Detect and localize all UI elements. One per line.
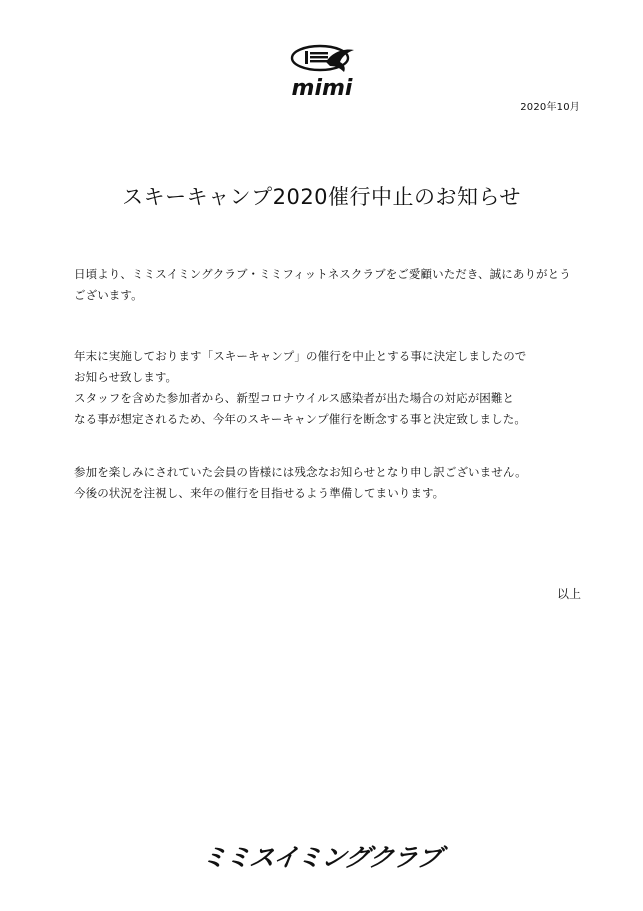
apology-paragraph bbox=[74, 462, 574, 504]
paragraph-line: お知らせ致します。 bbox=[74, 370, 178, 384]
announcement-paragraph bbox=[74, 346, 574, 430]
paragraph-line: スタッフを含めた参加者から、新型コロナウイルス感染者が出た場合の対応が困難と bbox=[74, 391, 515, 405]
paragraph-line: 今後の状況を注視し、来年の催行を目指せるよう準備してまいります。 bbox=[74, 486, 445, 500]
paragraph-line: 日頃より、ミミスイミングクラブ・ミミフィットネスクラブをご愛顧いただき、誠にありがとう bbox=[74, 267, 571, 281]
mimi-dolphin-logo-icon bbox=[282, 42, 362, 100]
issue-date: 2020年10月 bbox=[520, 102, 580, 113]
paragraph-line: なる事が想定されるため、今年のスキーキャンプ催行を断念する事と決定致しました。 bbox=[74, 412, 526, 426]
closing-text: 以上 bbox=[556, 587, 581, 601]
mimi-logo bbox=[282, 42, 362, 100]
footer-logo: ミミスイミングクラブ bbox=[199, 843, 443, 872]
paragraph-line: 参加を楽しみにされていた会員の皆様には残念なお知らせとなり申し訳ございません。 bbox=[74, 465, 527, 479]
page-title: スキーキャンプ2020催行中止のお知らせ bbox=[122, 185, 521, 210]
greeting-paragraph bbox=[74, 264, 574, 306]
paragraph-line: ございます。 bbox=[74, 288, 143, 302]
paragraph-line: 年末に実施しております「スキーキャンプ」の催行を中止とする事に決定しましたので bbox=[74, 349, 527, 363]
logo-text: mimi bbox=[291, 76, 353, 100]
